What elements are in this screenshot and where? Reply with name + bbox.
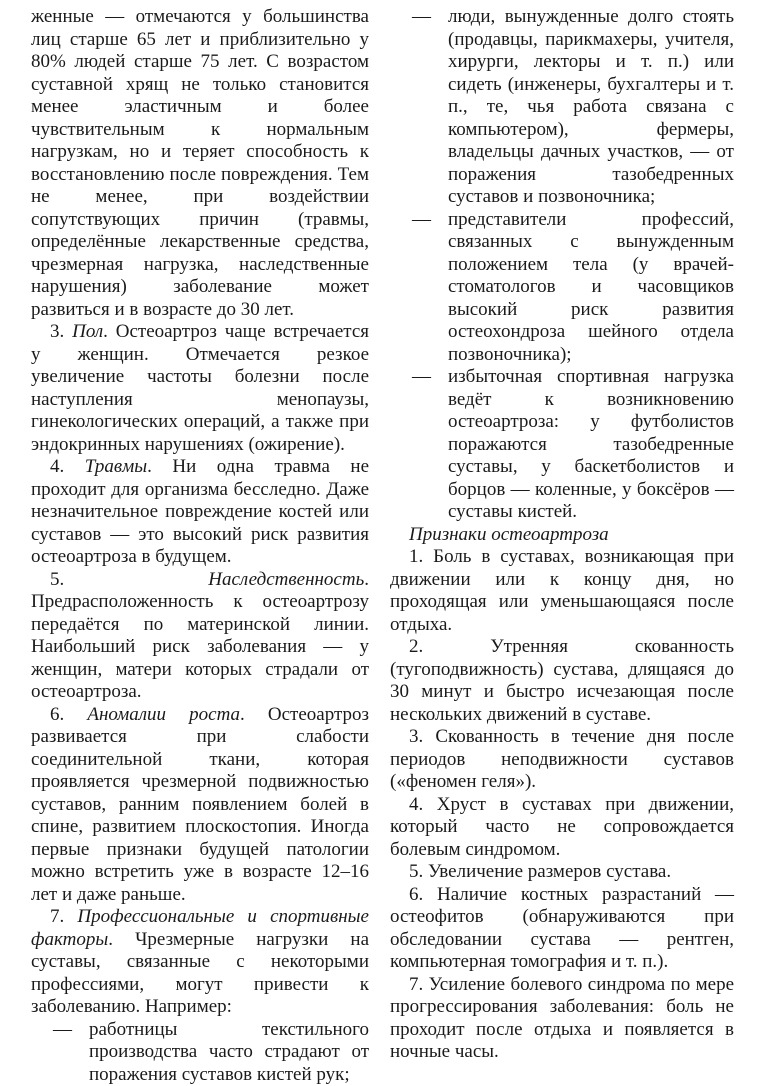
dash-marker: — [53,1019,72,1042]
factor-number: 5. [50,569,64,590]
sign-paragraph: 6. Наличие костных разрастаний — остеофитов (обнаруживаются при обследовании сустава — рентген, компьютерная томография и т. п.). [390,884,734,974]
sign-paragraph: 2. Утренняя скованность (тугоподвижность) сустава, длящаяся до 30 минут и быстро исчезающая после нескольких движений в суставе. [390,636,734,726]
factor-title: Травмы [85,456,147,477]
factor-text: Ни одна травма не проходит для организма бесследно. Даже незначительное повреждение костей или суставов — это высокий риск развития остеоартроза в будущем. [31,456,369,567]
factor-title: Наследственность [208,569,364,590]
factor-paragraph-occupational: 7. Профессиональные и спортивные факторы. Чрезмерные нагрузки на суставы, связанные с некоторыми профессиями, могут привести к заболеванию. Например: [31,906,369,1019]
list-item-text: работницы текстильного производства часто страдают от поражения суставов кистей рук; [89,1019,369,1085]
section-heading: Признаки остеоартроза [390,524,734,547]
right-column [390,6,734,1064]
factor-text: Предрасположенность к остеоартрозу передаётся по материнской линии. Наибольший риск заболевания — у женщин, матери которых страдали от остеоартроза. [31,591,369,702]
sign-paragraph: 3. Скованность в течение дня после периодов неподвижности суставов («феномен геля»). [390,726,734,794]
factor-text: Чрезмерные нагрузки на суставы, связанные с некоторыми профессиями, могут привести к заболеванию. Например: [31,929,369,1018]
factor-paragraph-growth: 6. Аномалии роста. Остеоартроз развивается при слабости соединительной ткани, которая проявляется чрезмерной подвижностью суставов, ранним появлением болей в спине, развитием плоскостопия. Иногда первые признаки будущей патологии можно встретить уже в возрасте 12–16 лет и даже раньше. [31,704,369,907]
dash-marker: — [412,6,431,29]
factor-paragraph-heredity: 5. Наследственность. Предрасположенность к остеоартрозу передаётся по материнской линии. Наибольший риск заболевания — у женщин, матери которых страдали от остеоартроза. [31,569,369,704]
sign-paragraph: 1. Боль в суставах, возникающая при движении или к концу дня, но проходящая или уменьшающаяся после отдыха. [390,546,734,636]
factor-text: Остеоартроз чаще встречается у женщин. Отмечается резкое увеличение частоты болезни после наступления менопаузы, гинекологических операций, а также при эндокринных нарушениях (ожирение). [31,321,369,455]
list-item [390,366,734,524]
list-item-text: представители профессий, связанных с вынужденным положением тела (у врачей-стоматологов и часовщиков высокий риск развития остеохондроза шейного отдела позвоночника); [448,209,734,365]
list-item-text: люди, вынужденные долго стоять (продавцы, парикмахеры, учителя, хирурги, лекторы и т. п.) или сидеть (инженеры, бухгалтеры и т. п., те, чья работа связана с компьютером), фермеры, владельцы дачных участков, — от поражения тазобедренных суставов и позвоночника; [448,6,734,207]
factor-number: 6. [50,704,64,725]
intro-paragraph: женные — отмечаются у большинства лиц старше 65 лет и приблизительно у 80% людей старше 75 лет. С возрастом суставной хрящ не только становится менее эластичным и более чувствительным к нормальным нагрузкам, но и теряет способность к восстановлению после повреждения. Тем не менее, при воздействии сопутствующих причин (травмы, определённые лекарственные средства, чрезмерная нагрузка, наследственные нарушения) заболевание может развиться и в возрасте до 30 лет. [31,6,369,321]
dash-marker: — [412,366,431,389]
factor-paragraph-trauma: 4. Травмы. Ни одна травма не проходит для организма бесследно. Даже незначительное повреждение костей или суставов — это высокий риск развития остеоартроза в будущем. [31,456,369,569]
sign-paragraph: 5. Увеличение размеров сустава. [390,861,734,884]
dash-marker: — [412,209,431,232]
left-column [31,6,369,1086]
list-item [31,1019,369,1086]
list-item-text: избыточная спортивная нагрузка ведёт к возникновению остеоартроза: у футболистов поражаются тазобедренные суставы, у баскетболистов и борцов — коленные, у боксёров — суставы кистей. [448,366,734,522]
list-item [390,209,734,367]
factor-title: Пол [72,321,103,342]
factor-paragraph-sex: 3. Пол. Остеоартроз чаще встречается у женщин. Отмечается резкое увеличение частоты болезни после наступления менопаузы, гинекологических операций, а также при эндокринных нарушениях (ожирение). [31,321,369,456]
factor-title: Аномалии роста [87,704,240,725]
factor-number: 3. [50,321,64,342]
sign-paragraph: 4. Хруст в суставах при движении, который часто не сопровождается болевым синдромом. [390,794,734,862]
list-item [390,6,734,209]
factor-number: 7. [50,906,64,927]
factor-title: Профессиональные и спортивные факторы [31,906,369,950]
factor-text: Остеоартроз развивается при слабости соединительной ткани, которая проявляется чрезмерной подвижностью суставов, ранним появлением болей в спине, развитием плоскостопия. Иногда первые признаки будущей патологии можно встретить уже в возрасте 12–16 лет и даже раньше. [31,704,369,905]
sign-paragraph: 7. Усиление болевого синдрома по мере прогрессирования заболевания: боль не проходит после отдыха и появляется в ночные часы. [390,974,734,1064]
factor-number: 4. [50,456,64,477]
